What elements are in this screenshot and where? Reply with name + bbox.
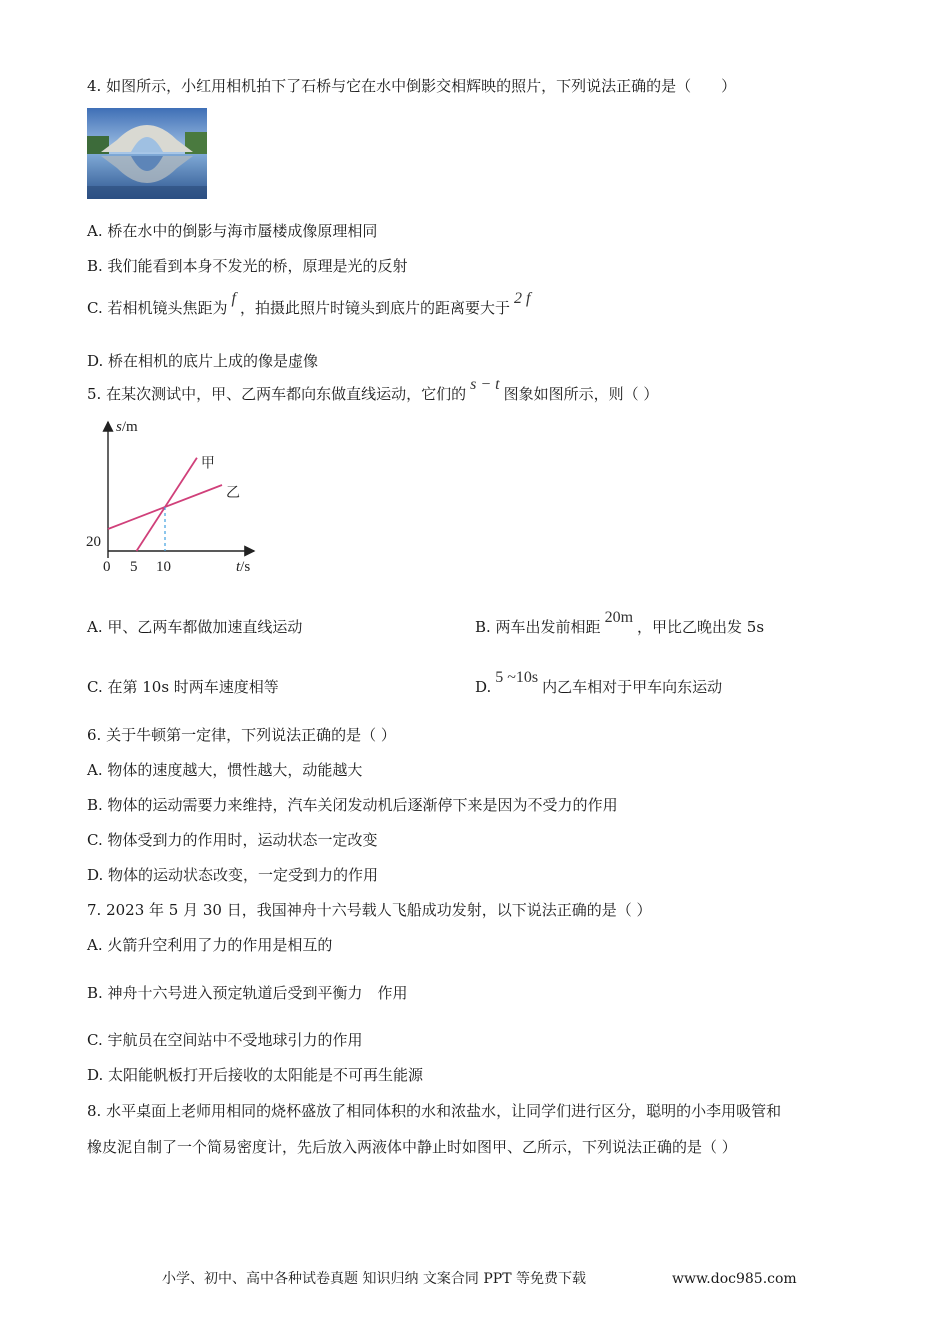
q4-two-f: 2 f — [513, 290, 531, 307]
q5-option-b-text-1: B. 两车出发前相距 — [475, 618, 601, 636]
q6-option-c: C. 物体受到力的作用时，运动状态一定改变 — [87, 831, 378, 849]
footer-link[interactable]: www.doc985.com — [672, 1271, 797, 1287]
q4-stem: 4. 如图所示，小红用相机拍下了石桥与它在水中倒影交相辉映的照片，下列说法正确的是（ ） — [87, 77, 737, 95]
q4-option-d: D. 桥在相机的底片上成的像是虚像 — [87, 352, 319, 370]
q5-stem-text-1: 5. 在某次测试中，甲、乙两车都向东做直线运动，它们的 — [87, 385, 467, 403]
q5-time-range: 5 ~10s — [495, 669, 539, 686]
q5-st-symbol: s − t — [470, 376, 500, 393]
q6-option-d: D. 物体的运动状态改变，一定受到力的作用 — [87, 866, 379, 884]
q5-distance-20m: 20m — [604, 609, 634, 626]
q4-option-b: B. 我们能看到本身不发光的桥，原理是光的反射 — [87, 257, 408, 275]
q5-stem-text-2: 图象如图所示，则（ ） — [503, 385, 659, 403]
x-axis-label: t/s — [236, 559, 251, 575]
q7-option-c: C. 宇航员在空间站中不受地球引力的作用 — [87, 1031, 363, 1049]
y-tick-20: 20 — [86, 534, 101, 550]
q4-option-c-text-1: C. 若相机镜头焦距为 — [87, 299, 228, 317]
st-graph — [84, 416, 264, 578]
q4-focal-length-f: f — [231, 290, 236, 307]
q8-stem-line-1: 8. 水平桌面上老师用相同的烧杯盛放了相同体积的水和浓盐水，让同学们进行区分，聪明的小李用吸管和 — [87, 1102, 782, 1120]
x-tick-0: 0 — [103, 559, 111, 575]
x-tick-10: 10 — [156, 559, 171, 575]
q7-option-d: D. 太阳能帆板打开后接收的太阳能是不可再生能源 — [87, 1066, 424, 1084]
stone-bridge-photo — [87, 108, 207, 199]
series-jia-line — [137, 458, 197, 551]
q5-option-a: A. 甲、乙两车都做加速直线运动 — [87, 618, 303, 636]
q5-option-b-text-2: ，甲比乙晚出发 5s — [637, 618, 765, 636]
q5-option-c: C. 在第 10s 时两车速度相等 — [87, 678, 279, 696]
series-jia-label: 甲 — [200, 455, 215, 472]
q7-option-a: A. 火箭升空利用了力的作用是相互的 — [87, 936, 333, 954]
q6-option-a: A. 物体的速度越大，惯性越大，动能越大 — [87, 761, 363, 779]
footer-text: 小学、初中、高中各种试卷真题 知识归纳 文案合同 PPT 等免费下载 — [162, 1271, 586, 1287]
q7-stem: 7. 2023 年 5 月 30 日，我国神舟十六号载人飞船成功发射，以下说法正确的是（ ） — [87, 901, 652, 919]
q4-option-c — [87, 290, 534, 319]
q5-option-d-label: D. — [475, 678, 492, 696]
q5-option-d — [475, 669, 723, 698]
q7-option-b: B. 神舟十六号进入预定轨道后受到平衡力 作用 — [87, 984, 408, 1002]
q6-option-b: B. 物体的运动需要力来维持，汽车关闭发动机后逐渐停下来是因为不受力的作用 — [87, 796, 618, 814]
q4-option-a: A. 桥在水中的倒影与海市蜃楼成像原理相同 — [87, 222, 378, 240]
x-tick-5: 5 — [130, 559, 138, 575]
series-yi-label: 乙 — [226, 485, 240, 501]
q5-stem — [87, 376, 659, 405]
q8-stem-line-2: 橡皮泥自制了一个简易密度计，先后放入两液体中静止时如图甲、乙所示，下列说法正确的是（ ） — [87, 1138, 737, 1156]
q5-option-b — [475, 609, 765, 638]
y-axis-label: s/m — [116, 419, 138, 435]
q4-option-c-text-2: ，拍摄此照片时镜头到底片的距离要大于 — [239, 299, 510, 317]
q5-option-d-text: 内乙车相对于甲车向东运动 — [542, 678, 723, 696]
q6-stem: 6. 关于牛顿第一定律，下列说法正确的是（ ） — [87, 726, 396, 744]
